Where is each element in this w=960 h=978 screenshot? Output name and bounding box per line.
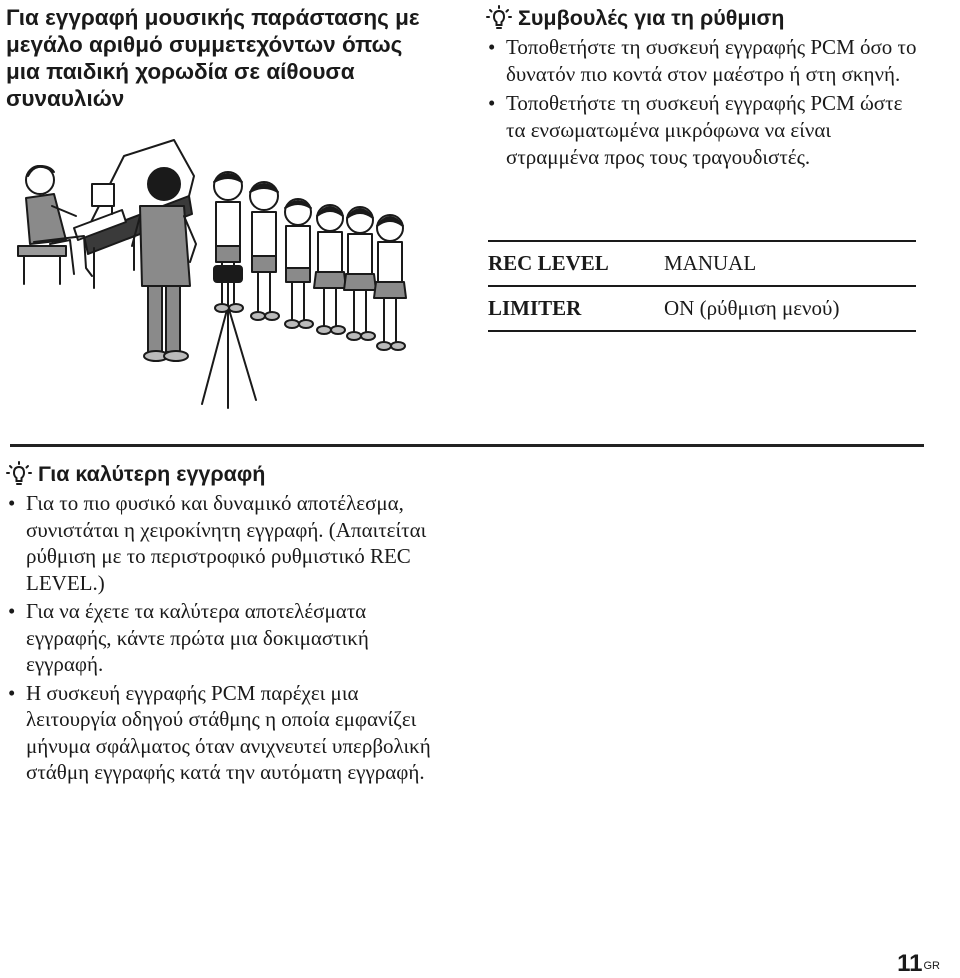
list-item (486, 90, 926, 171)
settings-table (488, 240, 916, 332)
better-recording-heading (6, 460, 446, 488)
tripod-recorder (202, 266, 256, 408)
setting-value: ON (ρύθμιση μενού) (664, 286, 916, 331)
setup-tips-heading (486, 4, 926, 32)
list-item (6, 490, 446, 596)
page-number-value: 11 (897, 950, 923, 977)
setup-tips-list (486, 34, 926, 171)
bullet-icon: • (8, 599, 16, 623)
list-item (6, 598, 446, 678)
list-item (486, 34, 926, 88)
bullet-icon: • (8, 491, 16, 515)
scene-title: Για εγγραφή μουσικής παράστασης με μεγάλο αριθμό συμμετεχόντων όπως μια παιδική χορωδία σε αίθουσα συναυλιών (6, 5, 420, 111)
setting-key: REC LEVEL (488, 241, 664, 286)
table-row (488, 286, 916, 331)
list-item-text: Η συσκευή εγγραφής PCM παρέχει μια λειτουργία οδηγού στάθμης η οποία εμφανίζει μήνυμα σφάλματος όταν ανιχνευτεί υπερβολική στάθμη εγγραφής κατά την αυτόματη εγγραφή. (26, 680, 431, 784)
better-recording-heading-text: Για καλύτερη εγγραφή (38, 462, 266, 486)
setting-value: MANUAL (664, 241, 916, 286)
page-number-suffix: GR (923, 960, 940, 972)
bullet-icon: • (488, 91, 496, 115)
lightbulb-icon (486, 5, 512, 31)
choir-illustration (14, 136, 444, 416)
piano-bench (18, 246, 66, 284)
setting-key: LIMITER (488, 286, 664, 331)
list-item-text: Για να έχετε τα καλύτερα αποτελέσματα εγγραφής, κάντε πρώτα μια δοκιμαστική εγγραφή. (26, 599, 369, 676)
list-item-text: Για το πιο φυσικό και δυναμικό αποτέλεσμα, συνιστάται η χειροκίνητη εγγραφή. (Απαιτείται ρύθμιση με το περιστροφικό ρυθμιστικό REC LEVEL.) (26, 491, 427, 595)
page-number (897, 950, 940, 978)
list-item (6, 680, 446, 786)
setup-tips (486, 4, 926, 173)
table-row (488, 241, 916, 286)
better-recording-list (6, 490, 446, 786)
list-item-text: Τοποθετήστε τη συσκευή εγγραφής PCM όσο το δυνατόν πιο κοντά στον μαέστρο ή στη σκηνή. (506, 35, 917, 86)
lightbulb-icon (6, 461, 32, 487)
better-recording-tips (6, 460, 446, 788)
section-divider (10, 444, 924, 447)
bullet-icon: • (488, 35, 496, 59)
list-item-text: Τοποθετήστε τη συσκευή εγγραφής PCM ώστε τα ενσωματωμένα μικρόφωνα να είναι στραμμένα προς τους τραγουδιστές. (506, 91, 903, 169)
children-choir (214, 172, 406, 350)
setup-tips-heading-text: Συμβουλές για τη ρύθμιση (518, 6, 785, 30)
bullet-icon: • (8, 680, 16, 705)
